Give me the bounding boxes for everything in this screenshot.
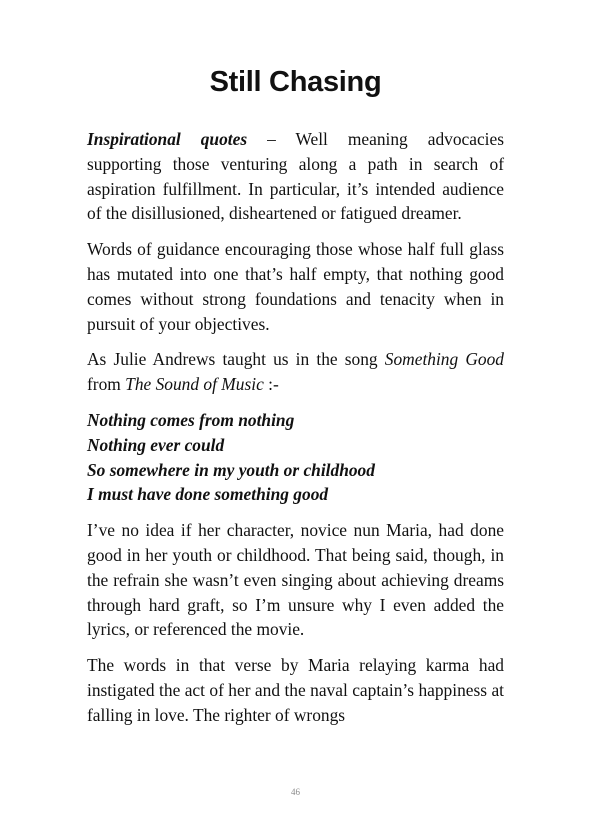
paragraph-3-intro: As Julie Andrews taught us in the song bbox=[87, 349, 385, 370]
paragraph-words-of-guidance: Words of guidance encouraging those whose half full glass has mutated into one that’s half empty, that nothing good comes without strong foundations and tenacity when in pursuit of your objectives. bbox=[87, 239, 504, 334]
paragraph-novice-nun: I’ve no idea if her character, novice nun Maria, had done good in her youth or childhood. That being said, though, in the refrain she wasn’t even singing about achieving dreams through hard graft, so I’m unsure why I even added the lyrics, or referenced the movie. bbox=[87, 520, 504, 640]
song-lyrics bbox=[87, 408, 504, 507]
lyric-line: So somewhere in my youth or childhood bbox=[87, 459, 375, 480]
paragraph-julie-andrews bbox=[87, 347, 504, 397]
paragraph-1-text: – Well meaning advocacies supporting those venturing along a path in search of aspiration fulfillment. In particular, it’s intended audience of the disillusioned, disheartened or fatigued dreamer. bbox=[87, 129, 504, 224]
chapter-title: Still Chasing bbox=[209, 66, 382, 98]
paragraph-3-end: :- bbox=[263, 374, 279, 395]
chapter-body bbox=[87, 127, 504, 739]
page-number: 46 bbox=[291, 787, 300, 797]
lyric-line: I must have done something good bbox=[87, 484, 329, 505]
lead-phrase: Inspirational quotes bbox=[87, 129, 248, 149]
paragraph-maria-karma: The words in that verse by Maria relaying karma had instigated the act of her and the naval captain’s happiness at falling in love. The righter of wrongs bbox=[87, 655, 504, 725]
paragraph-3-from: from bbox=[87, 374, 126, 395]
lyric-line: Nothing comes from nothing bbox=[87, 409, 295, 430]
song-title: Something Good bbox=[384, 349, 504, 370]
lyric-line: Nothing ever could bbox=[87, 434, 225, 455]
paragraph-inspirational-quotes bbox=[87, 127, 504, 226]
film-title: The Sound of Music bbox=[125, 374, 264, 395]
